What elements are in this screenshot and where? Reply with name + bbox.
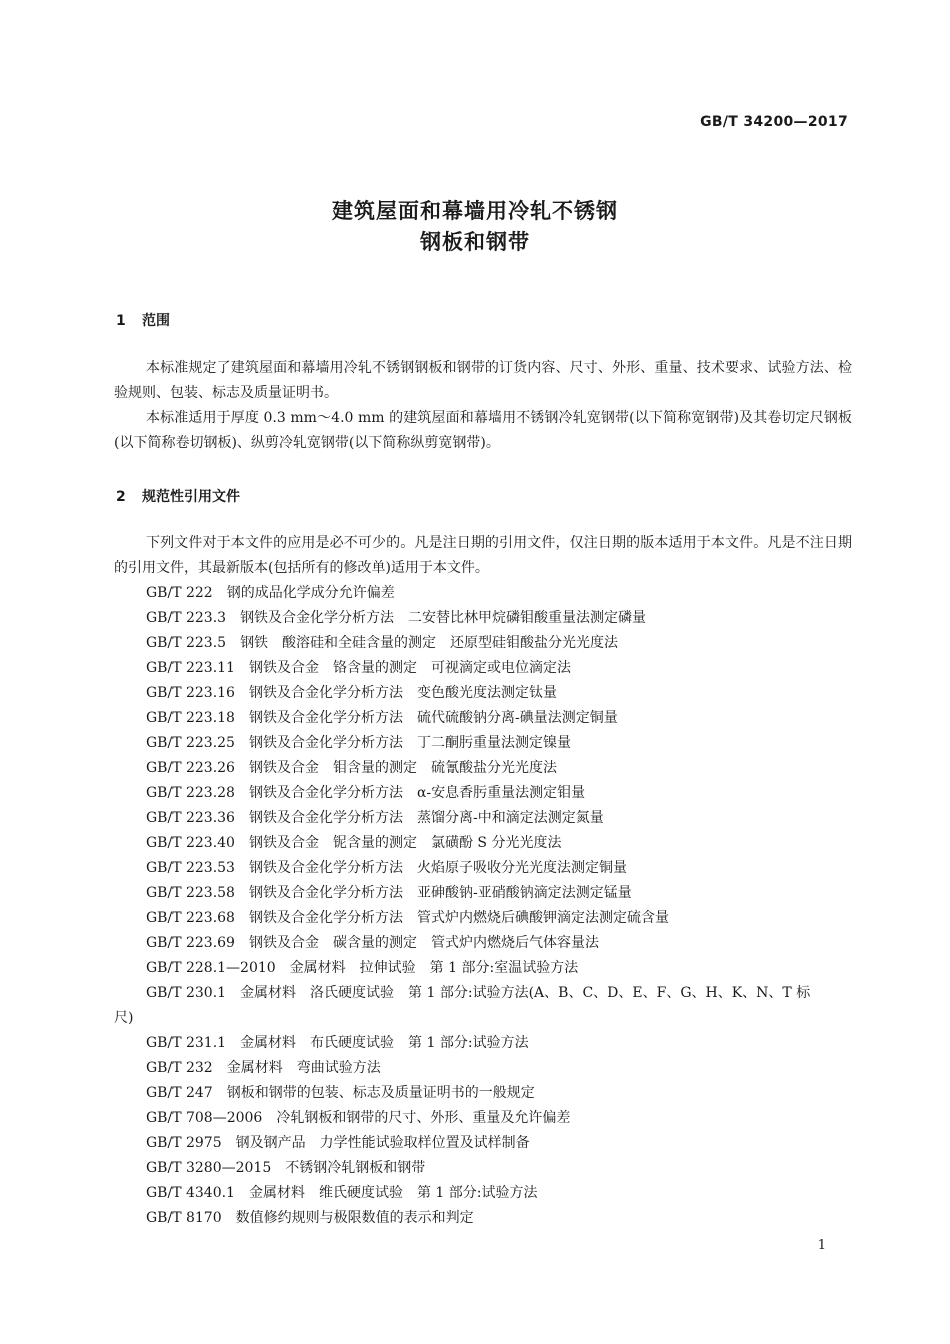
reference-title: 金属材料 拉伸试验 第 1 部分:室温试验方法: [289, 960, 579, 976]
reference-item: [146, 906, 669, 931]
reference-title: 钢铁及合金化学分析方法 丁二酮肟重量法测定镍量: [248, 735, 571, 751]
reference-item: [146, 681, 557, 706]
reference-title: 钢铁及合金化学分析方法 二安替比林甲烷磷钼酸重量法测定磷量: [240, 610, 647, 626]
reference-item: [146, 1031, 529, 1056]
reference-item: [146, 706, 618, 731]
standard-code: GB/T 34200—2017: [700, 114, 848, 130]
reference-code: GB/T 223.53: [146, 860, 235, 876]
section-2-title: 规范性引用文件: [142, 489, 240, 505]
reference-item: [146, 631, 618, 656]
reference-item: [146, 806, 604, 831]
reference-code: GB/T 223.40: [146, 835, 235, 851]
reference-title: 金属材料 弯曲试验方法: [226, 1060, 381, 1076]
reference-code: GB/T 223.11: [146, 660, 235, 676]
references-intro: 下列文件对于本文件的应用是必不可少的。凡是注日期的引用文件，仅注日期的版本适用于本文件。凡是不注日期的引用文件，其最新版本(包括所有的修改单)适用于本文件。: [114, 535, 852, 576]
reference-title: 金属材料 布氏硬度试验 第 1 部分:试验方法: [240, 1035, 529, 1051]
reference-code: GB/T 231.1: [146, 1035, 227, 1051]
reference-item: [146, 1131, 530, 1156]
reference-code: GB/T 223.3: [146, 610, 227, 626]
reference-item: [146, 1056, 381, 1081]
reference-title: 钢铁 酸溶硅和全硅含量的测定 还原型硅钼酸盐分光光度法: [240, 635, 619, 651]
scope-paragraph-1: 本标准规定了建筑屋面和幕墙用冷轧不锈钢钢板和钢带的订货内容、尺寸、外形、重量、技术要求、试验方法、检验规则、包装、标志及质量证明书。: [114, 360, 852, 401]
reference-code: GB/T 222: [146, 585, 213, 601]
reference-title: 钢铁及合金 铬含量的测定 可视滴定或电位滴定法: [248, 660, 571, 676]
reference-item: [146, 656, 571, 681]
reference-code: GB/T 232: [146, 1060, 213, 1076]
page-number: 1: [817, 1238, 826, 1253]
reference-code: GB/T 708—2006: [146, 1110, 263, 1126]
scope-paragraph-2: 本标准适用于厚度 0.3 mm～4.0 mm 的建筑屋面和幕墙用不锈钢冷轧宽钢带(以下简称宽钢带)及其卷切定尺钢板(以下简称卷切钢板)、纵剪冷轧宽钢带(以下简称纵剪宽钢带)。: [114, 410, 852, 451]
reference-code: GB/T 223.5: [146, 635, 227, 651]
reference-code: GB/T 223.36: [146, 810, 235, 826]
reference-item: [146, 856, 627, 881]
reference-item: [146, 931, 599, 956]
reference-code: GB/T 3280—2015: [146, 1160, 272, 1176]
reference-item: [146, 781, 585, 806]
reference-code: GB/T 223.25: [146, 735, 235, 751]
reference-code: GB/T 247: [146, 1085, 213, 1101]
reference-title: 钢铁及合金化学分析方法 亚砷酸钠-亚硝酸钠滴定法测定锰量: [248, 885, 632, 901]
reference-title: 钢铁及合金 碳含量的测定 管式炉内燃烧后气体容量法: [248, 935, 599, 951]
reference-item: [146, 731, 571, 756]
document-title-line1: 建筑屋面和幕墙用冷轧不锈钢: [332, 199, 618, 223]
reference-title: 钢铁及合金 钼含量的测定 硫氰酸盐分光光度法: [248, 760, 557, 776]
reference-code: GB/T 8170: [146, 1210, 222, 1226]
reference-item: [146, 831, 561, 856]
reference-title: 不锈钢冷轧钢板和钢带: [285, 1160, 426, 1176]
reference-code: GB/T 2975: [146, 1135, 222, 1151]
reference-item: [146, 756, 557, 781]
section-1-heading: [116, 310, 170, 330]
reference-item: [146, 1181, 538, 1206]
reference-title: 冷轧钢板和钢带的尺寸、外形、重量及允许偏差: [276, 1110, 571, 1126]
reference-code: GB/T 223.16: [146, 685, 235, 701]
reference-title: 钢铁及合金化学分析方法 管式炉内燃烧后碘酸钾滴定法测定硫含量: [248, 910, 669, 926]
section-2-heading: [116, 486, 240, 506]
reference-code: GB/T 223.68: [146, 910, 235, 926]
reference-item: [146, 881, 632, 906]
reference-title: 钢及钢产品 力学性能试验取样位置及试样制备: [235, 1135, 530, 1151]
reference-item: [146, 1206, 474, 1231]
reference-title: 钢铁及合金 铌含量的测定 氯磺酚 S 分光光度法: [248, 835, 562, 851]
reference-title: 数值修约规则与极限数值的表示和判定: [235, 1210, 474, 1226]
reference-code: GB/T 4340.1: [146, 1185, 235, 1201]
reference-item: [146, 606, 646, 631]
reference-title-continuation: 尺): [114, 1010, 134, 1026]
reference-title: 钢的成品化学成分允许偏差: [226, 585, 395, 601]
reference-code: GB/T 230.1: [146, 985, 227, 1001]
reference-code: GB/T 223.18: [146, 710, 235, 726]
reference-title: 钢铁及合金化学分析方法 变色酸光度法测定钛量: [248, 685, 557, 701]
document-title: [0, 196, 950, 258]
reference-title: 钢铁及合金化学分析方法 火焰原子吸收分光光度法测定铜量: [248, 860, 627, 876]
reference-title: 钢铁及合金化学分析方法 硫代硫酸钠分离-碘量法测定铜量: [248, 710, 618, 726]
reference-item: [146, 956, 578, 981]
reference-code: GB/T 223.28: [146, 785, 235, 801]
section-1-title: 范围: [142, 313, 170, 329]
reference-item: [146, 1156, 425, 1181]
reference-code: GB/T 228.1—2010: [146, 960, 276, 976]
document-title-line2: 钢板和钢带: [420, 230, 530, 254]
reference-item: [146, 1106, 570, 1131]
reference-item: [146, 581, 395, 606]
reference-title: 钢铁及合金化学分析方法 α-安息香肟重量法测定钼量: [248, 785, 586, 801]
reference-title: 金属材料 维氏硬度试验 第 1 部分:试验方法: [248, 1185, 538, 1201]
reference-code: GB/T 223.69: [146, 935, 235, 951]
reference-code: GB/T 223.58: [146, 885, 235, 901]
section-2-number: 2: [116, 489, 126, 505]
section-1-number: 1: [116, 313, 126, 329]
reference-code: GB/T 223.26: [146, 760, 235, 776]
reference-title: 钢铁及合金化学分析方法 蒸馏分离-中和滴定法测定氮量: [248, 810, 604, 826]
reference-title: 金属材料 洛氏硬度试验 第 1 部分:试验方法(A、B、C、D、E、F、G、H、K、N、T 标: [240, 985, 811, 1001]
reference-item: [146, 1081, 535, 1106]
reference-title: 钢板和钢带的包装、标志及质量证明书的一般规定: [226, 1085, 535, 1101]
reference-item: [114, 981, 852, 1031]
